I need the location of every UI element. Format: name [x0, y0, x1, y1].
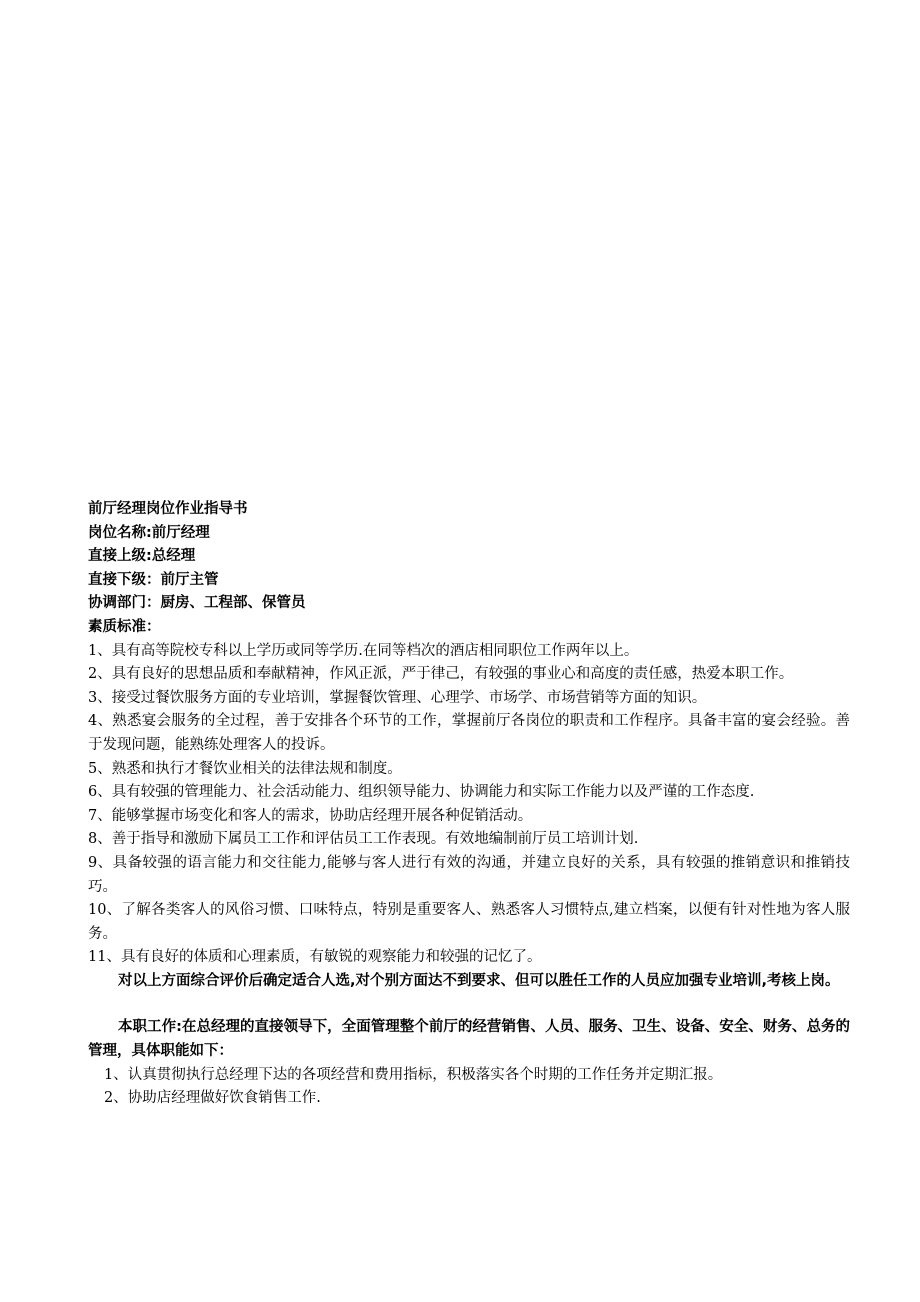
standard-item: 1、具有高等院校专科以上学历或同等学历.在同等档次的酒店相同职位工作两年以上。: [88, 642, 639, 659]
standard-item: 11、具有良好的体质和心理素质，有敏锐的观察能力和较强的记忆了。: [88, 949, 542, 966]
direct-subordinate: 直接下级：前厅主管: [88, 571, 219, 588]
duties-intro: 本职工作:在总经理的直接领导下，全面管理整个前厅的经营销售、人员、服务、卫生、设备、安全、财务、总务的管理，具体职能如下：: [88, 1019, 850, 1060]
standard-item: 6、具有较强的管理能力、社会活动能力、组织领导能力、协调能力和实际工作能力以及严谨的工作态度.: [88, 784, 755, 801]
standard-item: 9、具备较强的语言能力和交往能力,能够与客人进行有效的沟通，并建立良好的关系，具有较强的推销意识和推销技巧。: [88, 854, 850, 895]
standard-item: 8、善于指导和激励下属员工工作和评估员工工作表现。有效地编制前厅员工培训计划.: [88, 831, 639, 848]
evaluation-paragraph: 对以上方面综合评价后确定适合人选,对个别方面达不到要求、但可以胜任工作的人员应加强专业培训,考核上岗。: [118, 972, 840, 989]
position-name: 岗位名称:前厅经理: [88, 524, 210, 541]
duty-item: 1、认真贯彻执行总经理下达的各项经营和费用指标，积极落实各个时期的工作任务并定期汇报。: [104, 1066, 723, 1083]
standards-heading: 素质标准：: [88, 618, 161, 635]
paragraph-spacer: [88, 993, 850, 1016]
standard-item: 3、接受过餐饮服务方面的专业培训，掌握餐饮管理、心理学、市场学、市场营销等方面的知识。: [88, 689, 707, 706]
direct-superior: 直接上级:总经理: [88, 548, 196, 565]
standard-item: 5、熟悉和执行才餐饮业相关的法律法规和制度。: [88, 760, 402, 777]
standard-item: 4、熟悉宴会服务的全过程，善于安排各个环节的工作，掌握前厅各岗位的职责和工作程序。具备丰富的宴会经验。善于发现问题，能熟练处理客人的投诉。: [88, 713, 850, 753]
duty-item: 2、协助店经理做好饮食销售工作.: [104, 1090, 321, 1107]
standard-item: 2、具有良好的思想品质和奉献精神，作风正派，严于律己，有较强的事业心和高度的责任感，热爱本职工作。: [88, 666, 794, 683]
doc-title: 前厅经理岗位作业指导书: [88, 501, 248, 517]
coordination-departments: 协调部门：厨房、工程部、保管员: [88, 595, 306, 612]
standard-item: 7、能够掌握市场变化和客人的需求，协助店经理开展各种促销活动。: [88, 807, 533, 824]
document-body: [88, 498, 850, 1111]
standard-item: 10、了解各类客人的风俗习惯、口味特点，特别是重要客人、熟悉客人习惯特点,建立档案，以便有针对性地为客人服务。: [88, 902, 850, 942]
